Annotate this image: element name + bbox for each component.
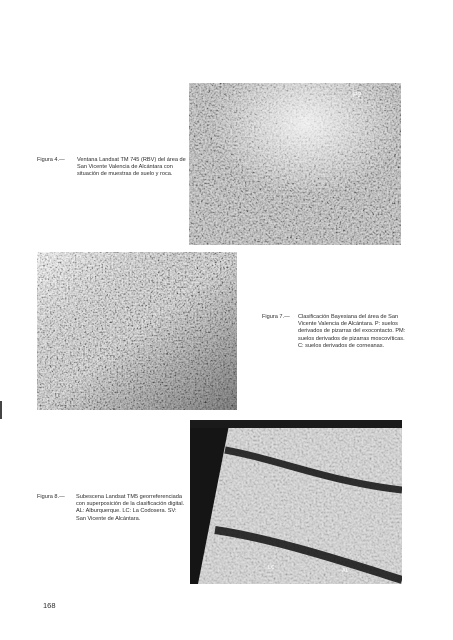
figure-8-image xyxy=(190,420,402,584)
edge-mark xyxy=(0,401,2,419)
page-number: 168 xyxy=(43,601,56,610)
figure-label: Figura 8.— xyxy=(37,494,65,500)
caption-text: Subescena Landsat TM5 georreferenciada con superposición de la clasificación digital. AL: Alburquerque. LC: La Codosera. SV: San Vicente de Alcántara. xyxy=(76,494,185,522)
figure-8-caption xyxy=(37,494,185,546)
sample-marker: P2 xyxy=(353,92,362,99)
figure-7-image xyxy=(37,252,237,410)
map-label-lc: LC xyxy=(268,565,275,571)
figure-4-image xyxy=(189,83,401,245)
figure-label: Figura 7.— xyxy=(262,314,290,320)
caption-text: Ventana Landsat TM 745 (RBV) del área de San Vicente Valencia de Alcántara con situación de muestras de suelo y roca. xyxy=(77,157,186,178)
figure-4-caption xyxy=(37,157,187,193)
map-label-al: AL xyxy=(342,568,349,574)
figure-7-caption xyxy=(262,314,412,366)
figure-label: Figura 4.— xyxy=(37,157,65,163)
caption-text: Clasificación Bayesiana del área de San Vicente Valencia de Alcántara. P: suelos derivados de pizarras del exocontacto. PM: suelos derivados de pizarras moscovíticas. C: suelos derivados de corneanas. xyxy=(298,314,406,349)
